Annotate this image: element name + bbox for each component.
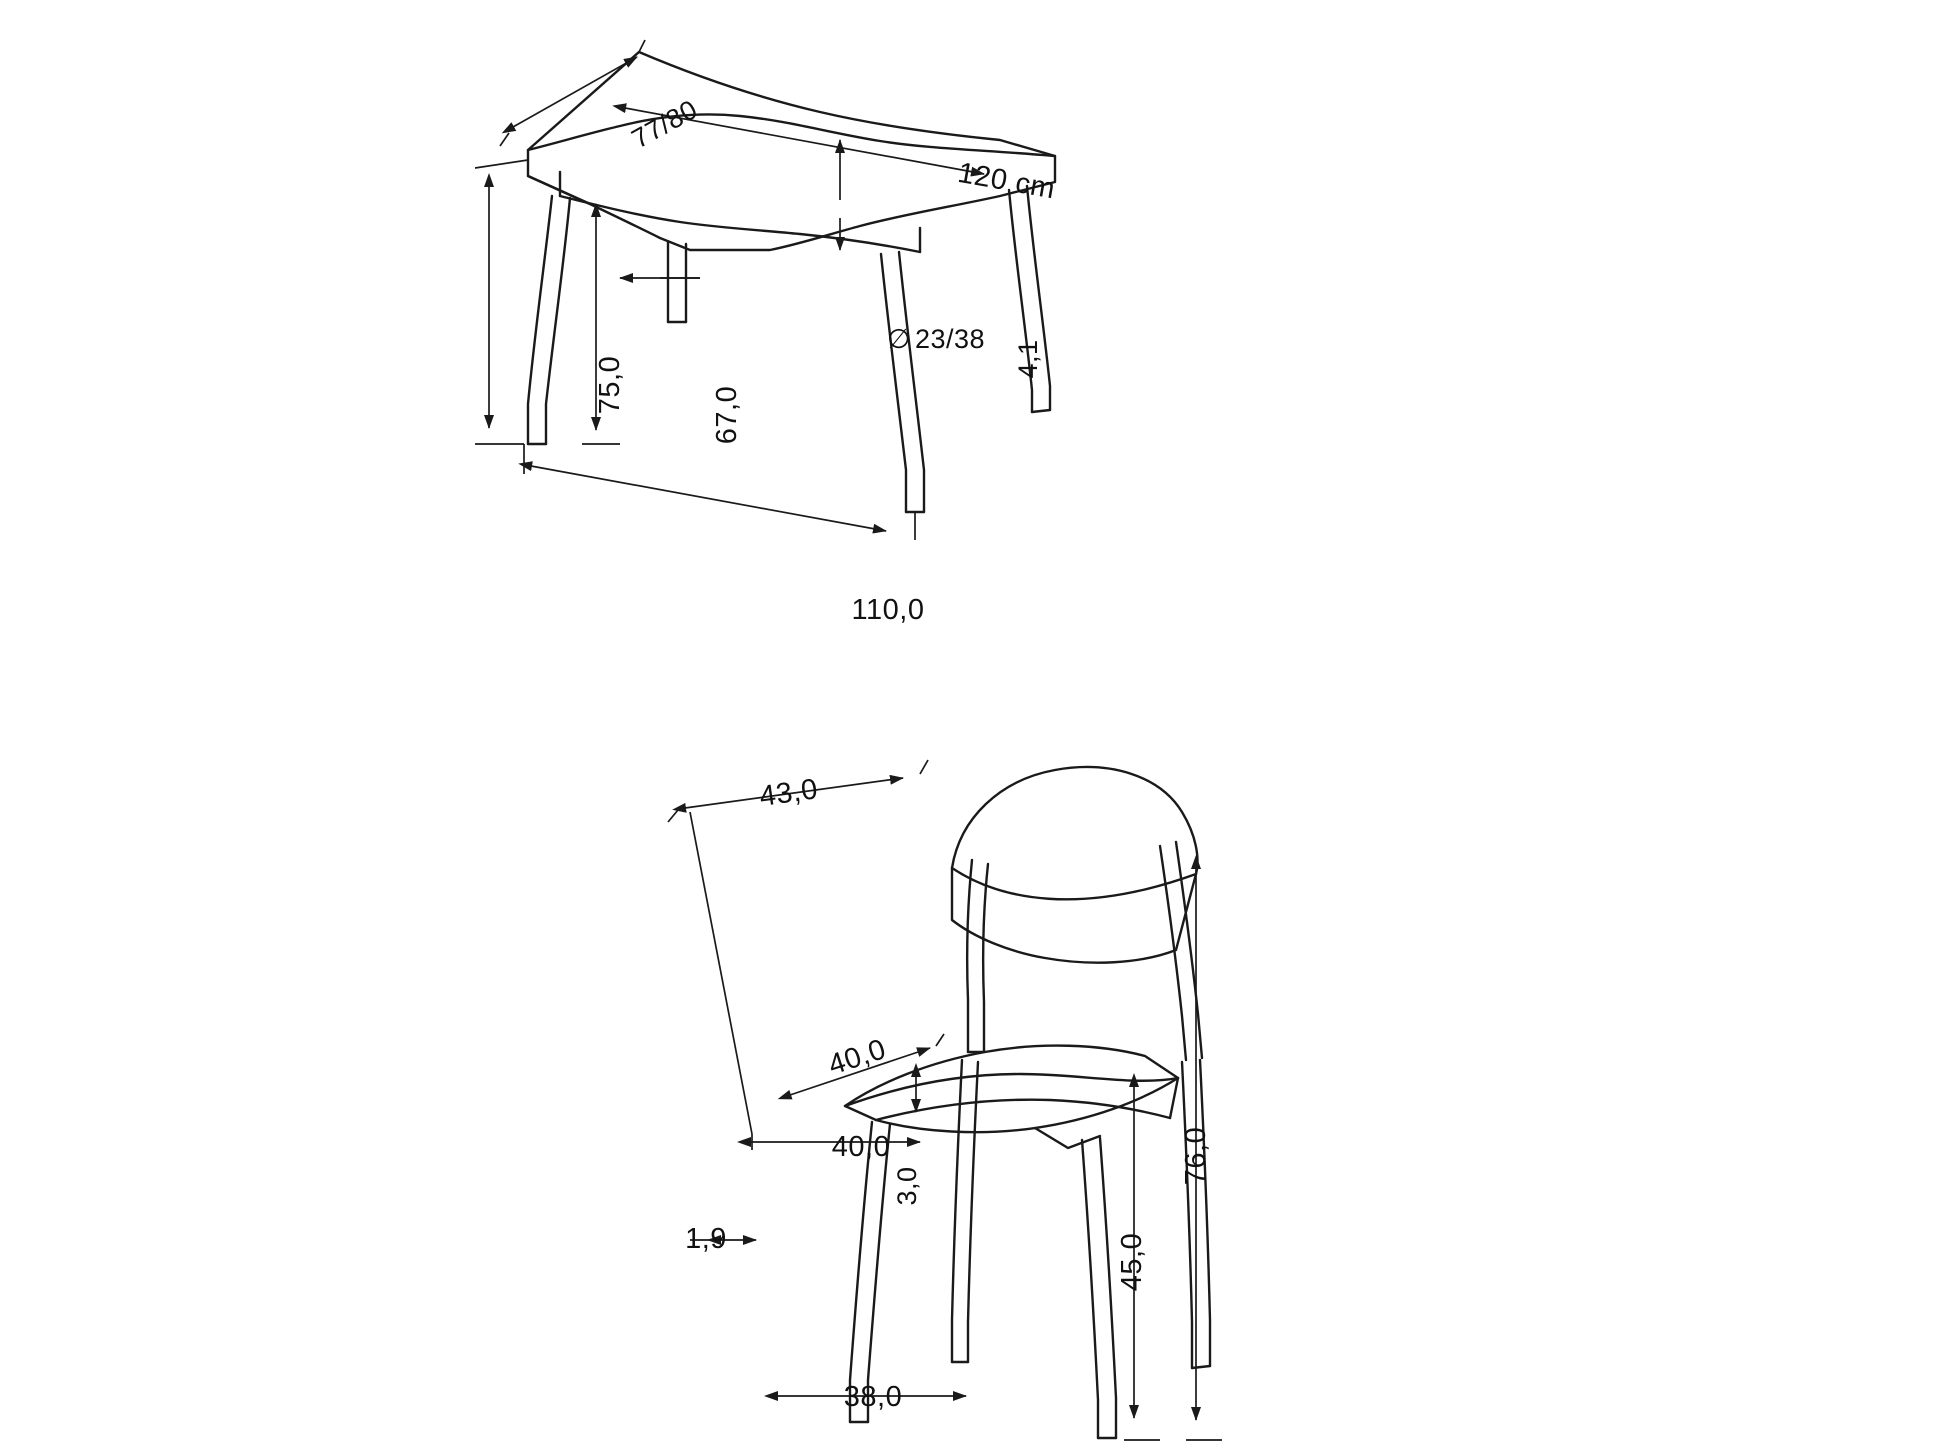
chair-dim-leg-spread: 38,0 [843,1381,903,1413]
table-dim-depth: 77/80 [626,94,703,155]
chair-dim-total-height: 76,0 [1180,1126,1212,1186]
table-dim-height-total: 75,0 [594,355,626,415]
table-dim-leg-span: 110,0 [851,594,925,626]
table-dim-height-under-top: 67,0 [711,385,743,445]
table-illustration [528,52,1058,512]
table-dim-leg-diameter: 23/38 [914,324,986,354]
table-dim-width: 120 cm [955,156,1058,206]
chair-dim-seat-depth-lower: 40,0 [831,1131,891,1163]
chair-dim-backrest-width: 43,0 [757,773,820,813]
chair-dim-frame-thickness: 1,9 [685,1223,727,1255]
chair-dim-seat-depth-upper: 40,0 [824,1033,890,1082]
chair-dim-seat-thickness: 3,0 [892,1166,922,1206]
table-dimensions [475,40,1058,626]
diameter-icon: ∅ [886,324,912,354]
chair-dim-seat-height: 45,0 [1116,1232,1148,1292]
table-dim-top-thickness: 4,1 [1013,339,1043,379]
chair-illustration [845,767,1210,1438]
